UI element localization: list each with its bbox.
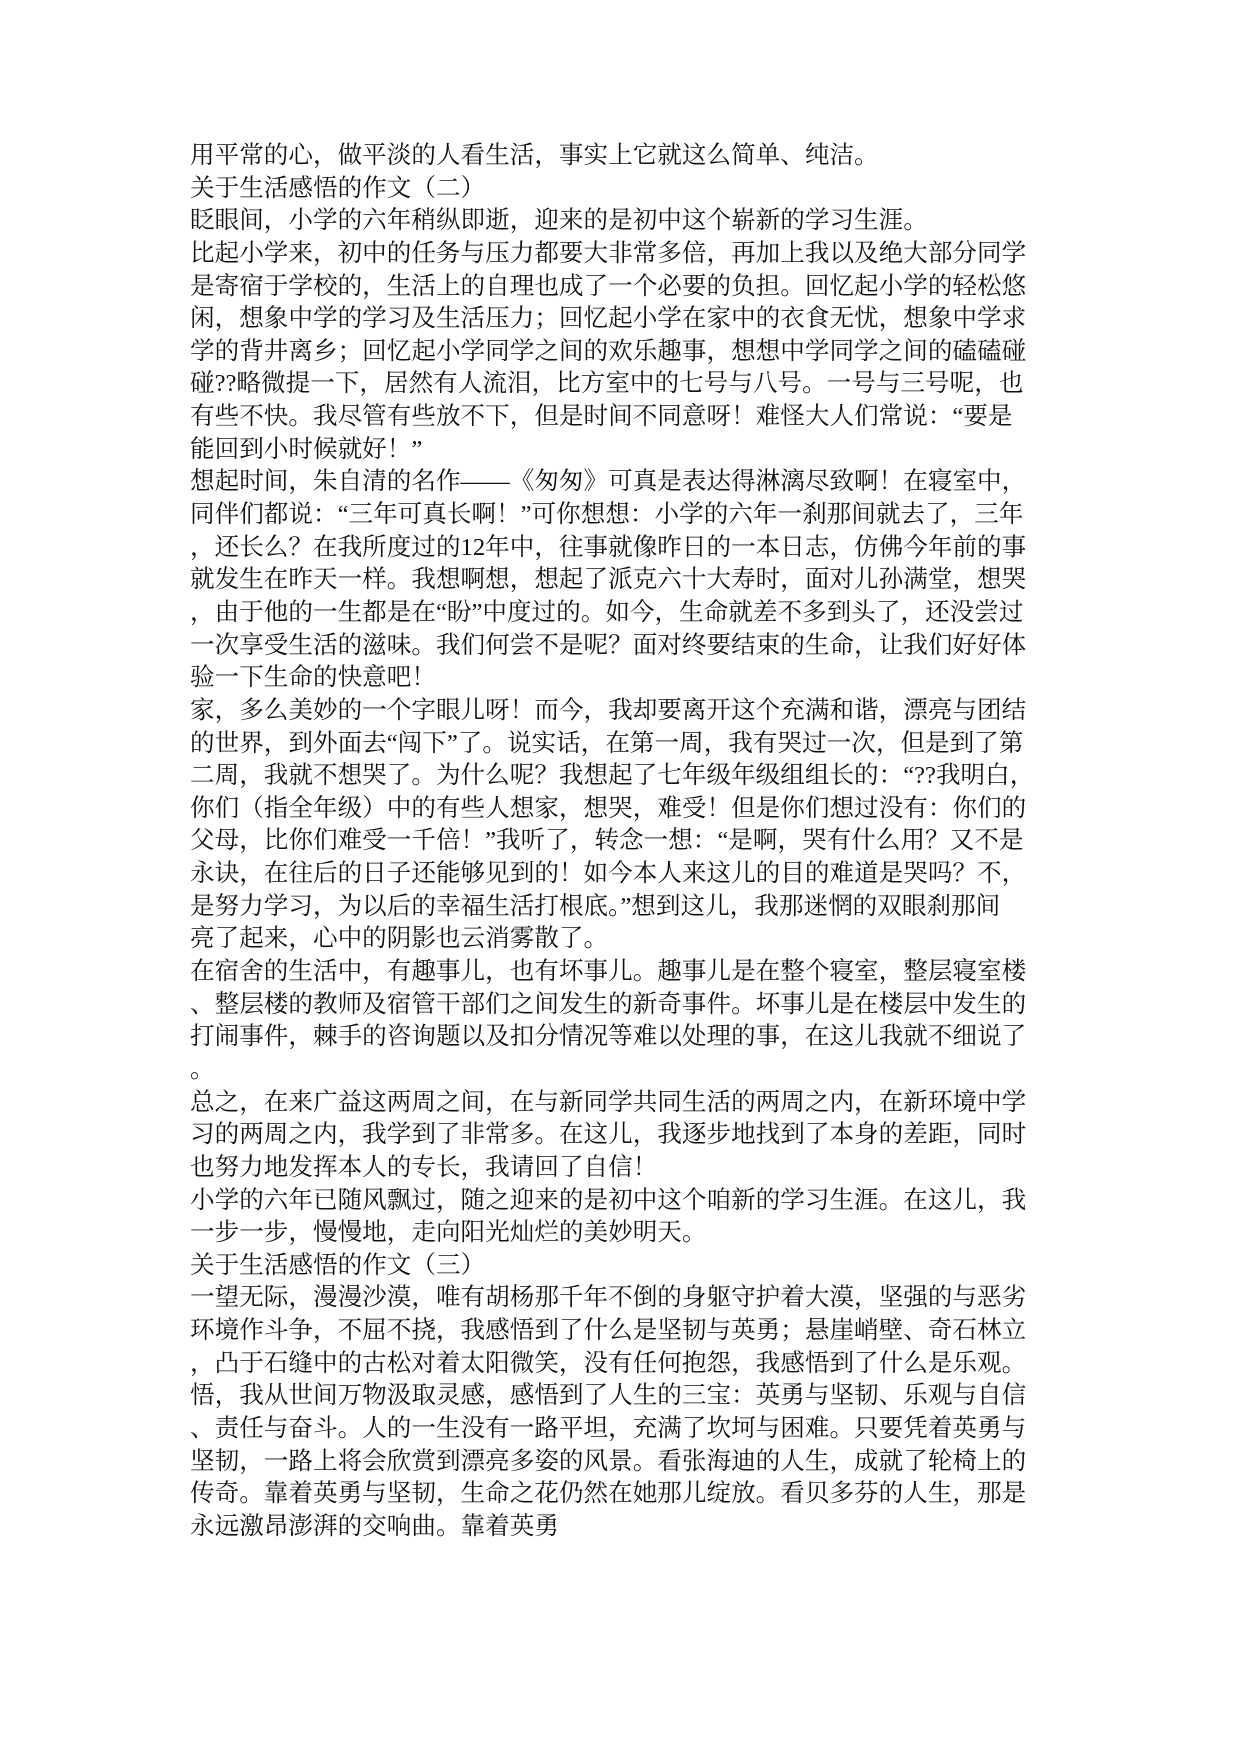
text-line: 也努力地发挥本人的专长，我请回了自信！ xyxy=(190,1153,658,1181)
text-line: 你们（指全年级）中的有些人想家，想哭，难受！但是你们想过没有：你们的 xyxy=(190,794,1027,822)
text-line: 是寄宿于学校的，生活上的自理也成了一个必要的负担。回忆起小学的轻松悠 xyxy=(190,272,1027,300)
text-line: 闲，想象中学的学习及生活压力；回忆起小学在家中的衣食无忧，想象中学求 xyxy=(190,305,1027,333)
text-line: 打闹事件，棘手的咨询题以及扣分情况等难以处理的事，在这儿我就不细说了 xyxy=(190,1023,1027,1051)
document-page xyxy=(190,140,1035,1544)
text-line: 父母，比你们难受一千倍！”我听了，转念一想：“是啊，哭有什么用？又不是 xyxy=(190,827,1024,855)
text-line: 环境作斗争，不屈不挠，我感悟到了什么是坚韧与英勇；悬崖峭壁、奇石林立 xyxy=(190,1317,1027,1345)
text-line: 用平常的心，做平淡的人看生活，事实上它就这么简单、纯洁。 xyxy=(190,142,879,169)
text-line: 是努力学习，为以后的幸福生活打根底。”想到这儿，我那迷惘的双眼刹那间 xyxy=(190,892,1001,920)
text-line: 悟，我从世间万物汲取灵感，感悟到了人生的三宝：英勇与坚韧、乐观与自信 xyxy=(190,1382,1027,1410)
text-line: ，由于他的一生都是在“盼”中度过的。如今，生命就差不多到头了，还没尝过 xyxy=(190,598,1024,626)
text-line: 想起时间，朱自清的名作——《匆匆》可真是表达得淋漓尽致啊！在寝室中， xyxy=(190,468,1027,496)
text-line: 。 xyxy=(190,1055,215,1083)
text-line: 能回到小时候就好！” xyxy=(190,435,423,463)
text-line: 家，多么美妙的一个字眼儿呀！而今，我却要离开这个充满和谐，漂亮与团结 xyxy=(190,696,1027,724)
text-line: 一步一步，慢慢地，走向阳光灿烂的美妙明天。 xyxy=(190,1219,707,1247)
text-line: 、整层楼的教师及宿管干部们之间发生的新奇事件。坏事儿是在楼层中发生的 xyxy=(190,990,1027,1018)
text-line: 学的背井离乡；回忆起小学同学之间的欢乐趣事，想想中学同学之间的磕磕碰 xyxy=(190,337,1027,365)
text-line: 的世界，到外面去“闯下”了。说实话，在第一周，我有哭过一次，但是到了第 xyxy=(190,729,1024,757)
text-line: 小学的六年已随风飘过，随之迎来的是初中这个咱新的学习生涯。在这儿，我 xyxy=(190,1186,1027,1214)
text-line: 坚韧，一路上将会欣赏到漂亮多姿的风景。看张海迪的人生，成就了轮椅上的 xyxy=(190,1447,1027,1475)
text-line: 验一下生命的快意吧！ xyxy=(190,664,436,692)
text-line: ，凸于石缝中的古松对着太阳微笑，没有任何抱怨，我感悟到了什么是乐观。 xyxy=(190,1349,1027,1377)
text-line: 关于生活感悟的作文（三） xyxy=(190,1251,486,1279)
text-line: 就发生在昨天一样。我想啊想，想起了派克六十大寿时，面对儿孙满堂，想哭 xyxy=(190,566,1027,594)
text-line: 传奇。靠着英勇与坚韧，生命之花仍然在她那儿绽放。看贝多芬的人生，那是 xyxy=(190,1480,1027,1508)
text-line: 比起小学来，初中的任务与压力都要大非常多倍，再加上我以及绝大部分同学 xyxy=(190,239,1027,267)
text-line: 同伴们都说：“三年可真长啊！”可你想想：小学的六年一刹那间就去了，三年 xyxy=(190,501,1024,529)
text-line: 二周，我就不想哭了。为什么呢？我想起了七年级年级组组长的：“??我明白， xyxy=(190,762,1035,790)
text-line: 有些不快。我尽管有些放不下，但是时间不同意呀！难怪大人们常说：“要是 xyxy=(190,403,1013,431)
text-line: 总之，在来广益这两周之间，在与新同学共同生活的两周之内，在新环境中学 xyxy=(190,1088,1027,1116)
text-line: 在宿舍的生活中，有趣事儿，也有坏事儿。趣事儿是在整个寝室，整层寝室楼 xyxy=(190,958,1027,986)
text-line: 亮了起来，心中的阴影也云消雾散了。 xyxy=(190,925,609,953)
text-line: 一望无际，漫漫沙漠，唯有胡杨那千年不倒的身躯守护着大漠，坚强的与恶劣 xyxy=(190,1284,1027,1312)
text-line: 关于生活感悟的作文（二） xyxy=(190,174,486,202)
text-line: 碰??略微提一下，居然有人流泪，比方室中的七号与八号。一号与三号呢，也 xyxy=(190,370,1024,398)
text-line: 永远激昂澎湃的交响曲。靠着英勇 xyxy=(190,1512,559,1540)
text-line: 眨眼间，小学的六年稍纵即逝，迎来的是初中这个崭新的学习生涯。 xyxy=(190,207,928,235)
text-line: 永诀，在往后的日子还能够见到的！如今本人来这儿的目的难道是哭吗？不， xyxy=(190,860,1027,888)
text-line: 习的两周之内，我学到了非常多。在这儿，我逐步地找到了本身的差距，同时 xyxy=(190,1121,1027,1149)
text-line: 一次享受生活的滋味。我们何尝不是呢？面对终要结束的生命，让我们好好体 xyxy=(190,631,1027,659)
text-line: ，还长么？在我所度过的12年中，往事就像昨日的一本日志，仿佛今年前的事 xyxy=(190,533,1027,561)
text-line: 、责任与奋斗。人的一生没有一路平坦，充满了坎坷与困难。只要凭着英勇与 xyxy=(190,1414,1027,1442)
